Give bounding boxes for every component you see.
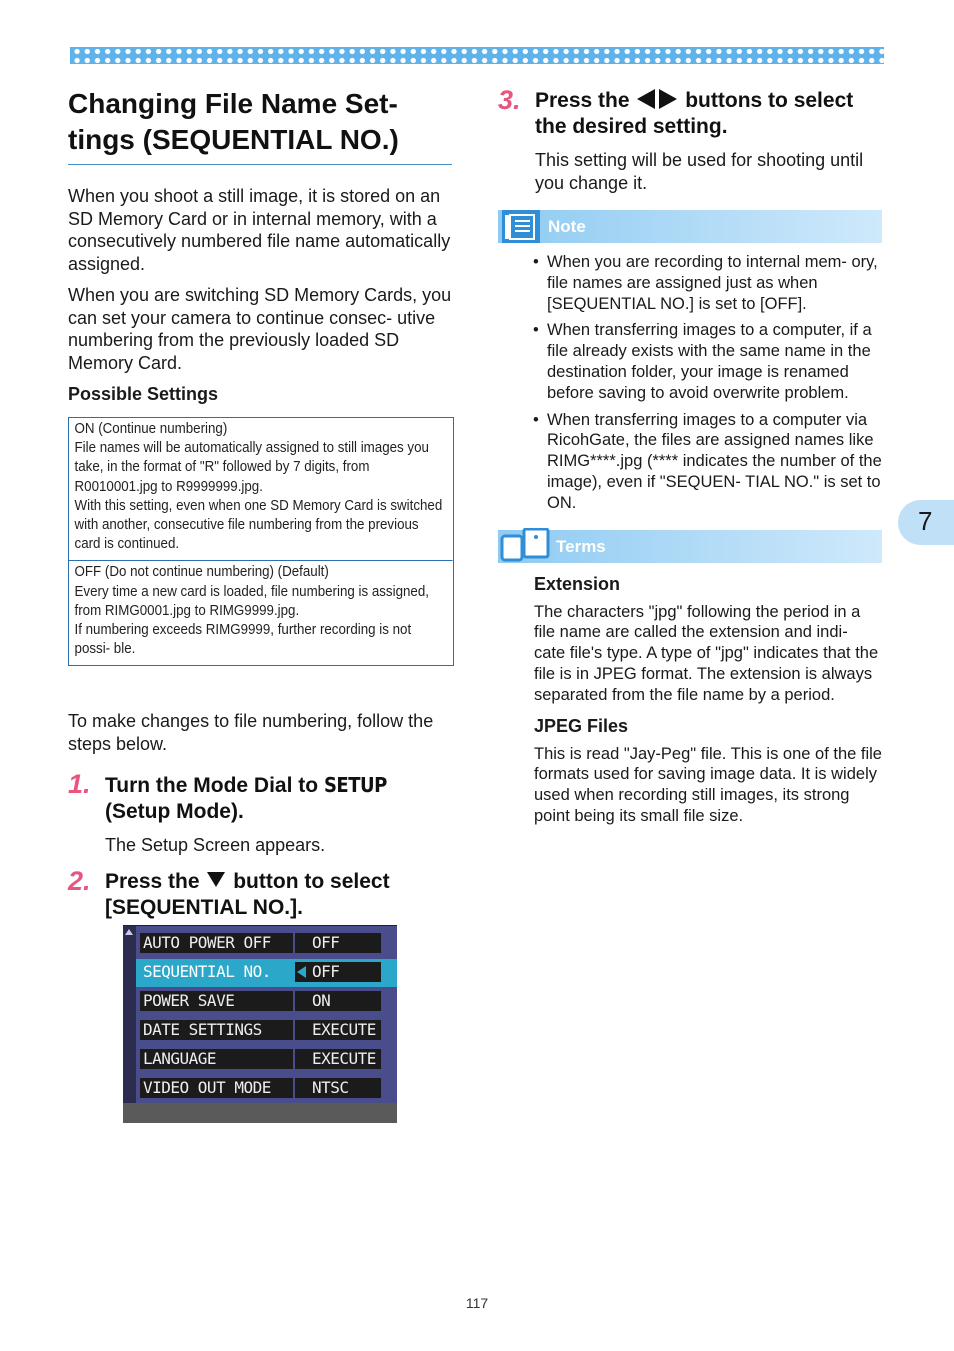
lcd-bottom-bar xyxy=(123,1103,397,1123)
setting-option-off xyxy=(69,560,453,665)
lcd-menu-label: AUTO POWER OFF xyxy=(140,933,293,953)
setting-option-name: ON (Continue numbering) xyxy=(74,421,228,437)
chapter-tab xyxy=(898,500,954,545)
lcd-menu-row xyxy=(140,991,390,1011)
step-heading: Press the buttons to select the desired setting. xyxy=(535,89,854,138)
lcd-scroll-strip xyxy=(123,926,136,1103)
lcd-menu-label: DATE SETTINGS xyxy=(140,1020,293,1040)
lcd-menu-row xyxy=(140,1020,390,1040)
lcd-menu-label: SEQUENTIAL NO. xyxy=(140,962,293,982)
memo-icon xyxy=(502,210,540,243)
lcd-menu-row xyxy=(140,1049,390,1069)
lcd-menu-value: EXECUTE xyxy=(295,1020,381,1040)
chapter-number: 7 xyxy=(918,506,933,536)
left-column xyxy=(68,86,454,921)
lcd-menu-value: OFF xyxy=(295,962,381,982)
step-number: 3. xyxy=(498,85,521,115)
lcd-menu-label: POWER SAVE xyxy=(140,991,293,1011)
lcd-menu-value: OFF xyxy=(295,933,381,953)
scroll-up-icon xyxy=(125,929,133,935)
lcd-menu-row xyxy=(140,1078,390,1098)
page-title: Changing File Name Set- tings (SEQUENTIAL NO.) xyxy=(68,86,452,165)
step-2 xyxy=(68,865,454,921)
term-text: This is read "Jay-Peg" file. This is one of the file formats used for saving image data. It is widely used when recording still images, its strong point being its small file size. xyxy=(534,744,882,825)
lcd-menu-row xyxy=(140,933,390,953)
note-list xyxy=(533,252,882,514)
down-button-icon xyxy=(207,872,225,887)
step-number: 1. xyxy=(68,769,91,800)
step-3 xyxy=(498,85,882,194)
settings-table xyxy=(68,417,454,666)
note-item: • When you are recording to internal mem- ory, file names are assigned just as when [SEQUENTIAL NO.] is set to [OFF]. xyxy=(533,252,882,314)
page-number: 117 xyxy=(465,1295,489,1311)
right-column xyxy=(498,85,882,827)
header-decorative-band xyxy=(70,47,884,64)
setting-option-on xyxy=(69,418,453,560)
setting-option-line: File names will be automatically assigned to still images you take, in the format of "R" followed by 7 digits, from R0010001.jpg to R9999999.jpg. xyxy=(74,440,429,495)
note-item: • When transferring images to a computer, if a file already exists with the same name in the destination folder, your image is renamed before saving to avoid overwrite problem. xyxy=(533,320,882,403)
steps-intro: To make changes to file numbering, follow the steps below. xyxy=(68,711,434,754)
term-heading: Extension xyxy=(534,573,621,594)
lcd-menu-value: EXECUTE xyxy=(295,1049,381,1069)
lcd-menu-value: NTSC xyxy=(295,1078,381,1098)
terms-banner xyxy=(498,530,882,563)
setting-option-line: If numbering exceeds RIMG9999, further recording is not possi- ble. xyxy=(74,622,412,658)
setting-option-line: Every time a new card is loaded, file numbering is assigned, from RIMG0001.jpg to RIMG9999.jpg. xyxy=(74,583,429,619)
step-1 xyxy=(68,769,454,857)
terms-label: Terms xyxy=(556,536,606,556)
left-right-buttons-icon xyxy=(637,89,677,109)
possible-settings-heading: Possible Settings xyxy=(68,384,219,404)
glossary-icon xyxy=(500,528,552,563)
note-banner xyxy=(498,210,882,243)
lcd-menu-label: LANGUAGE xyxy=(140,1049,293,1069)
right-arrow-icon xyxy=(383,966,394,980)
step-heading: Press the button to select [SEQUENTIAL NO.]. xyxy=(105,869,390,919)
intro-paragraph-2: When you are switching SD Memory Cards, you can set your camera to continue consec- utive numbering from the previously loaded SD Memory Card. xyxy=(68,285,452,373)
term-heading: JPEG Files xyxy=(534,715,629,736)
terms-section xyxy=(534,572,882,827)
intro-paragraph-1: When you shoot a still image, it is stored on an SD Memory Card or in internal memory, with a consecutively numbered file name automatically assigned. xyxy=(68,186,451,274)
left-arrow-icon xyxy=(297,966,306,978)
step-number: 2. xyxy=(68,865,91,896)
note-item: • When transferring images to a computer via RicohGate, the files are assigned names like RIMG****.jpg (**** indicates the number of the image), even if "SEQUEN- TIAL NO." is set to ON. xyxy=(533,410,882,514)
note-label: Note xyxy=(548,217,586,236)
step-heading: Turn the Mode Dial to SETUP (Setup Mode). xyxy=(105,773,387,824)
term-text: The characters "jpg" following the period in a file name are called the extension and indi- cate file's type. A type of "jpg" indicates that the file is in JPEG format. The extension is always separated from the file name by a period. xyxy=(534,602,879,704)
camera-setup-screen xyxy=(123,925,397,1123)
setting-option-name: OFF (Do not continue numbering) (Default) xyxy=(74,564,329,581)
lcd-menu-label: VIDEO OUT MODE xyxy=(140,1078,293,1098)
step-body: This setting will be used for shooting until you change it. xyxy=(535,150,864,193)
setup-mode-symbol: SETUP xyxy=(323,773,387,798)
lcd-menu-value: ON xyxy=(295,991,381,1011)
setting-option-line: With this setting, even when one SD Memory Card is switched with another, consecutive file numbering from the previous card is continued. xyxy=(74,497,443,553)
lcd-menu-row-selected xyxy=(140,962,390,982)
step-body: The Setup Screen appears. xyxy=(105,835,326,856)
